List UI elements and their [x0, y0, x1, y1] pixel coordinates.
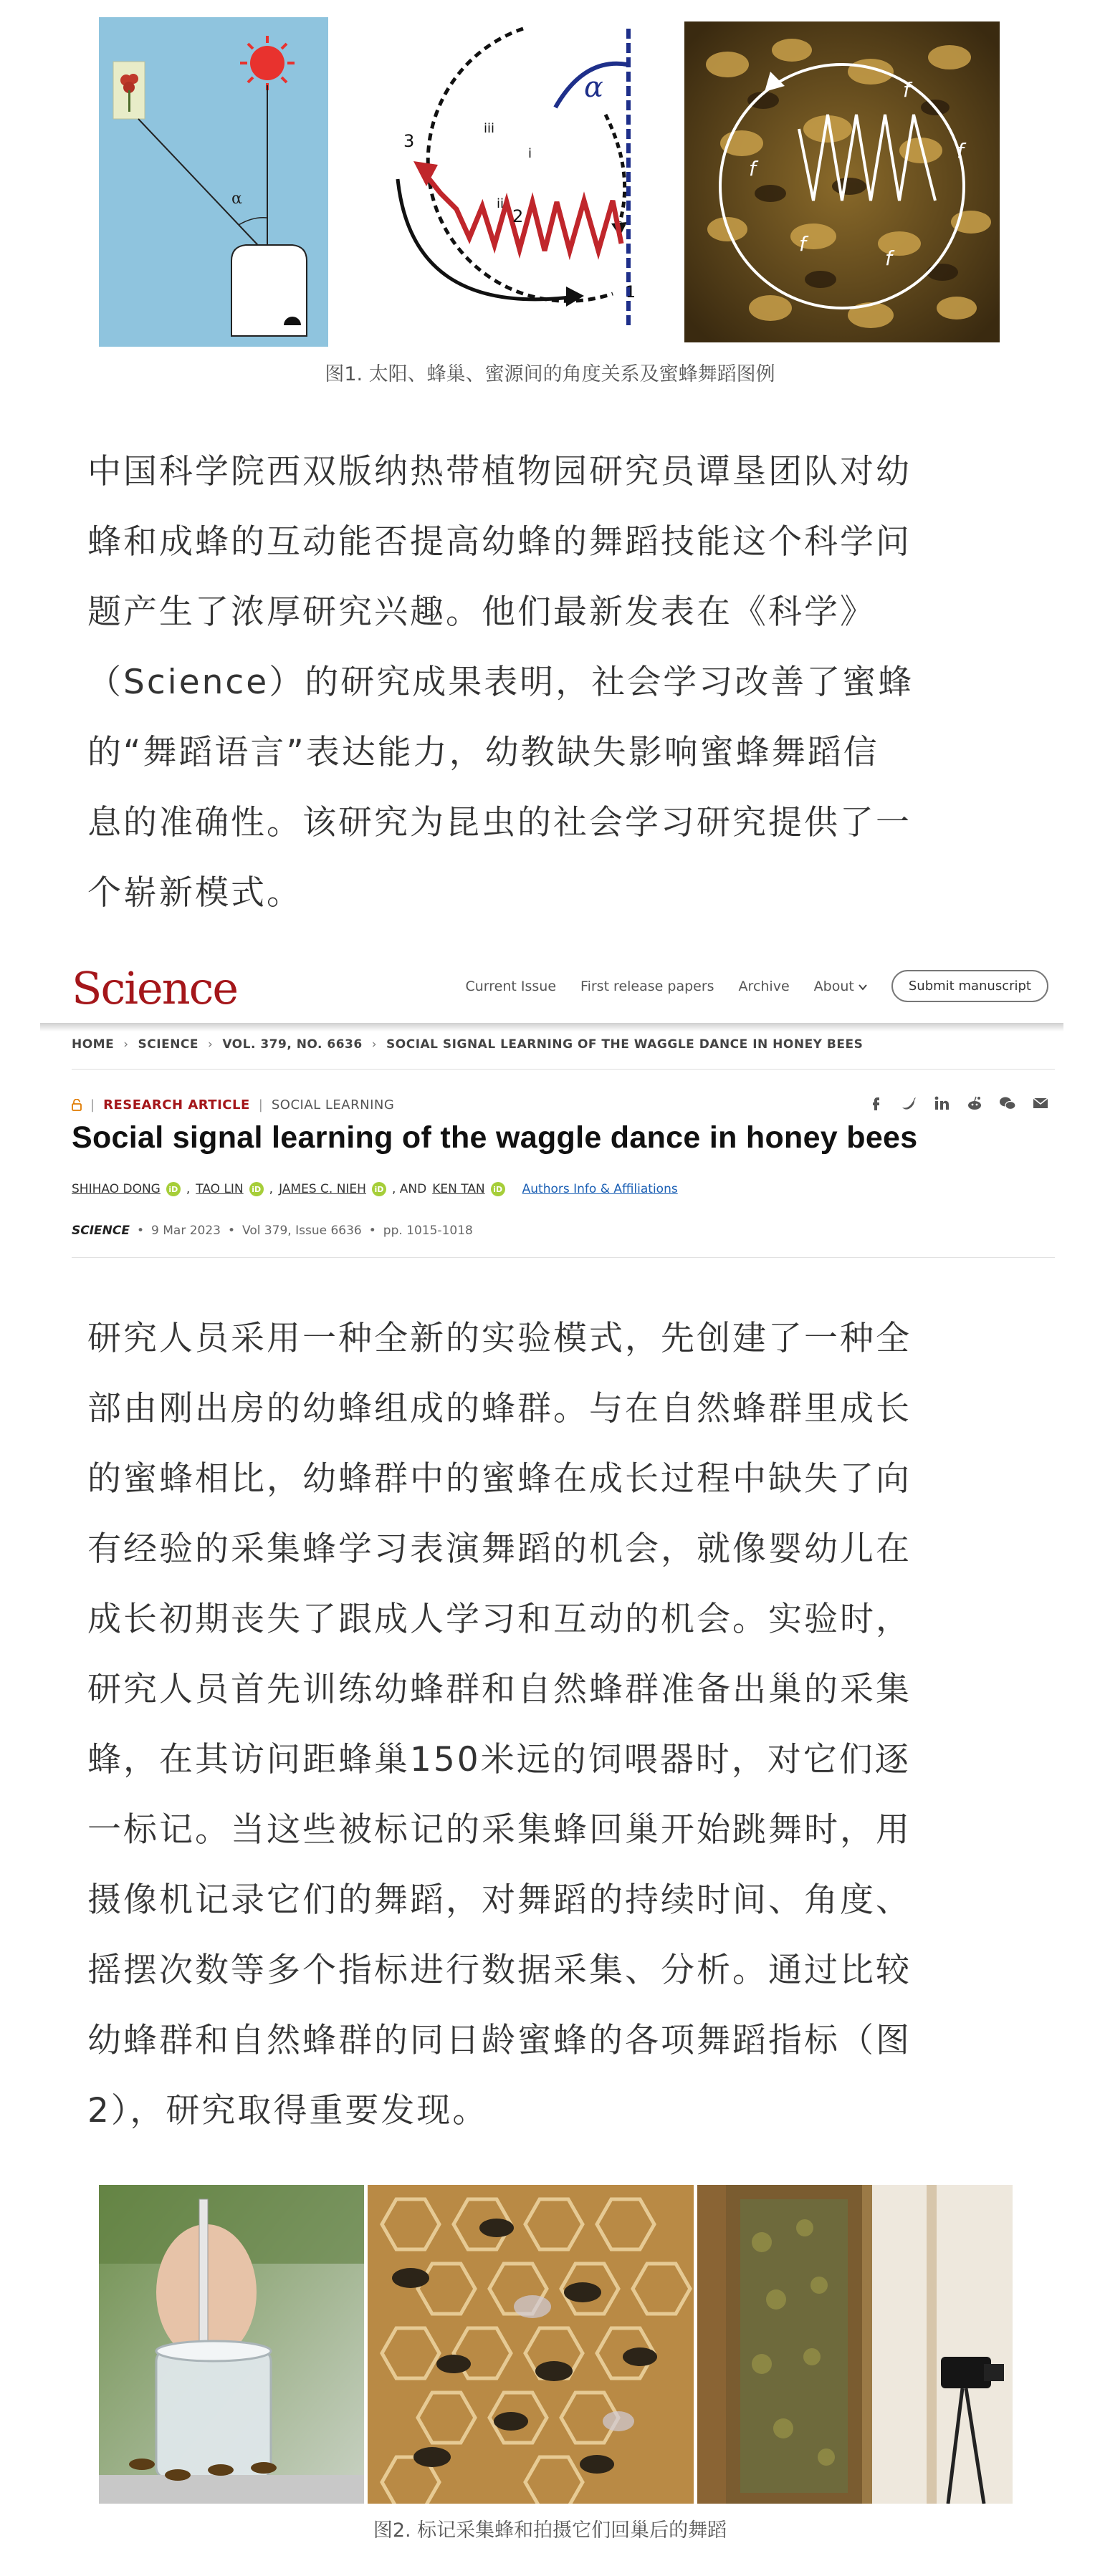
- separator: |: [90, 1097, 95, 1112]
- chevron-right-icon: ›: [371, 1037, 378, 1052]
- author-link[interactable]: JAMES C. NIEH: [279, 1182, 366, 1196]
- article-meta: [72, 1097, 394, 1112]
- dot-separator: •: [368, 1224, 376, 1238]
- paragraph-line: 幼蜂群和自然蜂群的同日龄蜜蜂的各项舞蹈指标（图: [87, 2021, 912, 2060]
- breadcrumb-home[interactable]: HOME: [72, 1037, 115, 1052]
- citation-line: [72, 1224, 473, 1238]
- honeycomb-bees-photo: [368, 2185, 694, 2504]
- paragraph-line: 摇摆次数等多个指标进行数据采集、分析。通过比较: [87, 1951, 912, 1990]
- volume-issue[interactable]: Vol 379, Issue 6636: [242, 1224, 362, 1238]
- paragraph-line: 成长初期丧失了跟成人学习和互动的机会。实验时，: [87, 1600, 912, 1639]
- author-link[interactable]: TAO LIN: [196, 1182, 244, 1196]
- science-logo[interactable]: Science: [72, 962, 238, 1014]
- svg-text:f: f: [957, 139, 964, 163]
- intro-paragraph: [87, 437, 1019, 928]
- orcid-icon[interactable]: iD: [491, 1182, 505, 1196]
- hive-filming-photo: [697, 2185, 1013, 2504]
- paragraph-line: 的蜜蜂相比，幼蜂群中的蜜蜂在成长过程中缺失了向: [87, 1459, 912, 1499]
- paragraph-line: 个崭新模式。: [87, 873, 302, 913]
- paragraph-line: 的“舞蹈语言”表达能力，幼教缺失影响蜜蜂舞蹈信: [87, 733, 879, 772]
- paragraph-line: 蜂，在其访问距蜂巢150米远的饲喂器时，对它们逐: [87, 1740, 911, 1779]
- science-article-screenshot: [40, 953, 1063, 1275]
- paragraph-line: 2），研究取得重要发现。: [87, 2091, 489, 2130]
- honey-bee-dance-photo: [684, 21, 1000, 342]
- breadcrumb-volume[interactable]: VOL. 379, NO. 6636: [222, 1037, 363, 1052]
- reddit-icon[interactable]: [966, 1095, 983, 1112]
- author-link[interactable]: KEN TAN: [432, 1182, 485, 1196]
- chevron-right-icon: ›: [208, 1037, 214, 1052]
- svg-text:i: i: [528, 146, 532, 161]
- orcid-icon[interactable]: iD: [372, 1182, 386, 1196]
- svg-text:f: f: [885, 246, 892, 270]
- page-range: pp. 1015-1018: [383, 1224, 473, 1238]
- breadcrumb: [72, 1037, 863, 1052]
- dot-separator: •: [136, 1224, 145, 1238]
- breadcrumb-science[interactable]: SCIENCE: [138, 1037, 199, 1052]
- journal-name: SCIENCE: [72, 1224, 130, 1238]
- paragraph-line: （Science）的研究成果表明，社会学习改善了蜜蜂: [87, 663, 914, 702]
- paragraph-line: 题产生了浓厚研究兴趣。他们最新发表在《科学》: [87, 592, 876, 632]
- paragraph-line: 部由刚出房的幼蜂组成的蜂群。与在自然蜂群里成长: [87, 1389, 912, 1428]
- science-nav: [465, 970, 1048, 1002]
- svg-text:1: 1: [626, 284, 636, 302]
- paragraph-line: 研究人员首先训练幼蜂群和自然蜂群准备出巢的采集: [87, 1670, 912, 1709]
- separator: |: [258, 1097, 263, 1112]
- divider: [72, 1257, 1055, 1258]
- orcid-icon[interactable]: iD: [249, 1182, 264, 1196]
- svg-text:f: f: [903, 78, 910, 102]
- nav-about[interactable]: [814, 979, 867, 994]
- paragraph-line: 研究人员采用一种全新的实验模式，先创建了一种全: [87, 1319, 912, 1358]
- svg-text:f: f: [749, 157, 756, 181]
- nav-first-release[interactable]: First release papers: [580, 978, 714, 994]
- nav-about-label: About: [813, 978, 854, 994]
- paragraph-line: 蜂和成蜂的互动能否提高幼蜂的舞蹈技能这个科学问: [87, 522, 912, 562]
- facebook-icon[interactable]: [867, 1095, 884, 1112]
- chevron-down-icon: [859, 984, 867, 991]
- breadcrumb-article: SOCIAL SIGNAL LEARNING OF THE WAGGLE DANCE IN HONEY BEES: [386, 1037, 864, 1052]
- author-separator: ,: [186, 1182, 191, 1196]
- email-icon[interactable]: [1032, 1095, 1049, 1112]
- svg-text:f: f: [799, 232, 806, 256]
- article-type: RESEARCH ARTICLE: [103, 1097, 250, 1112]
- waggle-dance-angle-diagram: [369, 14, 663, 337]
- svg-text:iii: iii: [484, 121, 495, 136]
- marking-bees-photo: [99, 2185, 364, 2504]
- paragraph-line: 息的准确性。该研究为昆虫的社会学习研究提供了一: [87, 803, 912, 842]
- twitter-icon[interactable]: [900, 1095, 917, 1112]
- svg-text:2: 2: [512, 206, 524, 226]
- nav-current-issue[interactable]: Current Issue: [465, 978, 557, 994]
- svg-text:α: α: [584, 71, 604, 104]
- orcid-icon[interactable]: iD: [166, 1182, 181, 1196]
- article-title: Social signal learning of the waggle dance in honey bees: [72, 1120, 918, 1155]
- figure2-caption: 图2. 标记采集蜂和拍摄它们回巢后的舞蹈: [373, 2519, 727, 2542]
- paragraph-line: 摄像机记录它们的舞蹈，对舞蹈的持续时间、角度、: [87, 1880, 912, 1920]
- svg-text:ii: ii: [497, 196, 504, 211]
- author-list: [72, 1182, 678, 1196]
- submit-manuscript-button[interactable]: Submit manuscript: [891, 970, 1048, 1002]
- wechat-icon[interactable]: [999, 1095, 1016, 1112]
- publication-date: 9 Mar 2023: [151, 1224, 221, 1238]
- divider: [72, 1069, 1055, 1070]
- linkedin-icon[interactable]: [933, 1095, 950, 1112]
- paragraph-line: 一标记。当这些被标记的采集蜂回巢开始跳舞时，用: [87, 1810, 912, 1850]
- paragraph-line: 有经验的采集蜂学习表演舞蹈的机会，就像婴幼儿在: [87, 1529, 912, 1569]
- authors-affiliations-link[interactable]: Authors Info & Affiliations: [522, 1182, 678, 1196]
- author-separator: ,: [269, 1182, 274, 1196]
- figure1-caption: 图1. 太阳、蜂巢、蜜源间的角度关系及蜜蜂舞蹈图例: [325, 363, 775, 385]
- open-access-icon: [72, 1099, 82, 1111]
- article-category[interactable]: SOCIAL LEARNING: [271, 1097, 395, 1112]
- share-bar: [867, 1095, 1049, 1112]
- chevron-right-icon: ›: [123, 1037, 129, 1052]
- svg-text:3: 3: [403, 131, 415, 151]
- sun-hive-food-angle-diagram: [99, 17, 328, 347]
- dot-separator: •: [227, 1224, 236, 1238]
- author-link[interactable]: SHIHAO DONG: [72, 1182, 161, 1196]
- navbar-shadow: [40, 1023, 1063, 1032]
- author-separator: , AND: [391, 1182, 427, 1196]
- method-paragraph: [87, 1304, 1019, 2146]
- paragraph-line: 中国科学院西双版纳热带植物园研究员谭垦团队对幼: [87, 452, 912, 491]
- svg-text:α: α: [231, 190, 242, 208]
- nav-archive[interactable]: Archive: [738, 978, 790, 994]
